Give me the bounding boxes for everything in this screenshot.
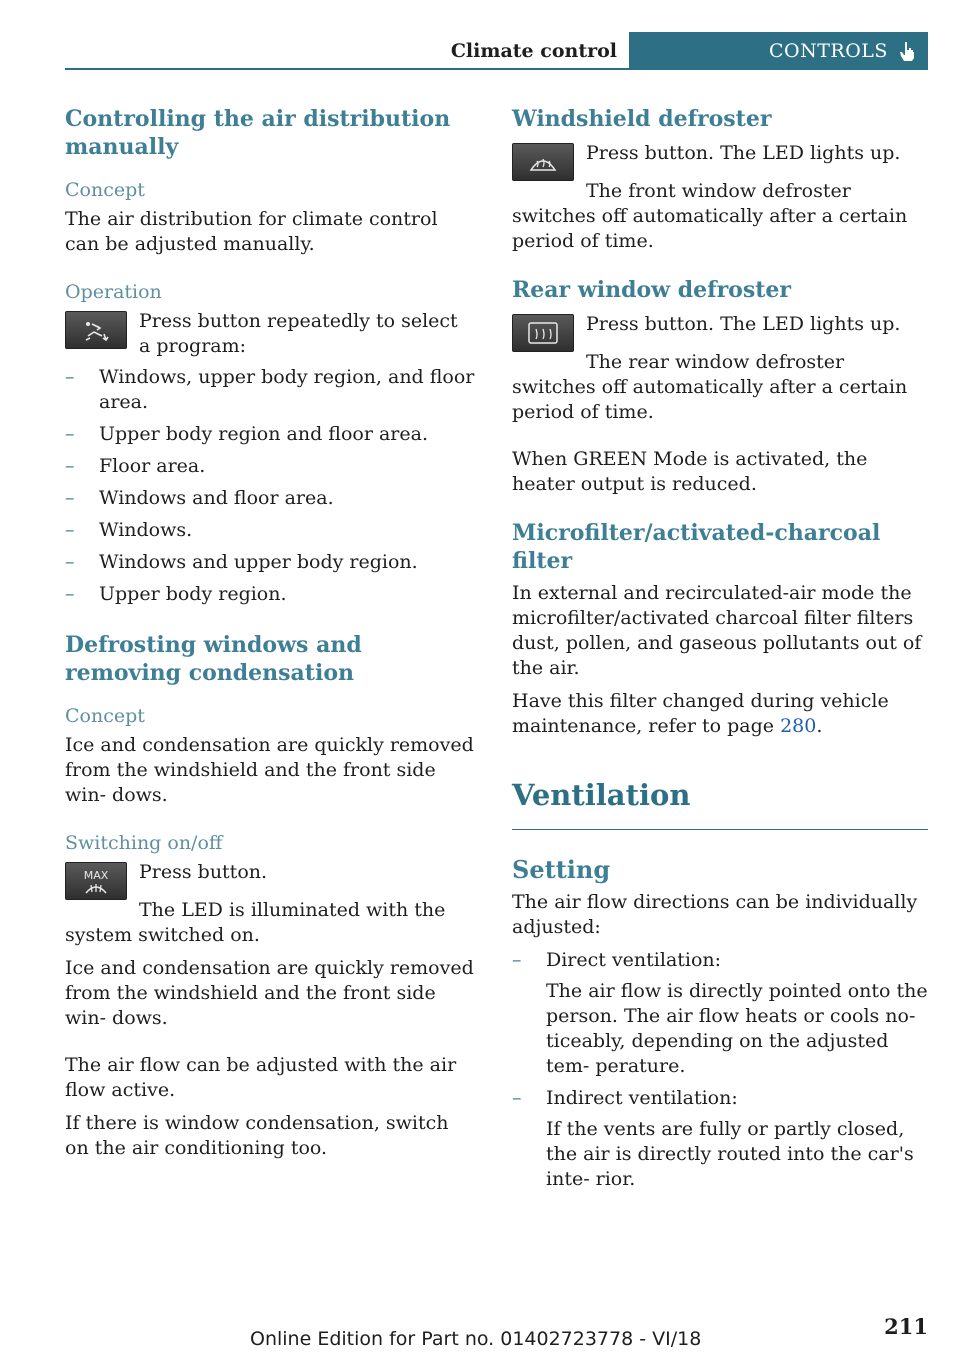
green-mode-text: When GREEN Mode is activated, the heater output is reduced. <box>512 448 868 495</box>
ventilation-list <box>512 948 928 1192</box>
header-rule <box>65 68 928 70</box>
indirect-ventilation-text: If the vents are fully or partly closed, the air is directly routed into the car's inte‐ rior. <box>546 1118 914 1190</box>
paragraph: If there is window condensation, switch on the air conditioning too. <box>65 1112 449 1159</box>
list-item: – Windows and floor area. <box>65 487 334 509</box>
operation-instruction: Press button repeatedly to select a program: <box>139 310 458 357</box>
windshield-text: The front window defroster switches off automatically after a certain period of time. <box>512 180 908 252</box>
switching-heading: Switching on/off <box>65 832 223 854</box>
windshield-defrost-icon <box>512 143 574 181</box>
page-reference-link[interactable]: 280 <box>780 715 817 737</box>
concept-text: Ice and condensation are quickly removed from the windshield and the front side win‐ dows. <box>65 734 474 806</box>
max-defrost-icon <box>65 862 127 900</box>
section-title-ventilation: Ventilation <box>512 778 691 812</box>
list-item: – Upper body region. <box>65 583 287 605</box>
section-title-air-distribution: Controlling the air distribution manually <box>65 106 451 160</box>
section-title-windshield-defroster: Windshield defroster <box>512 106 772 132</box>
rear-window-defrost-icon <box>512 314 574 352</box>
concept-heading: Concept <box>65 705 145 727</box>
air-distribution-icon <box>65 311 127 349</box>
max-defrost-button-row <box>65 860 475 904</box>
page-number: 211 <box>884 1314 928 1339</box>
svg-text:MAX: MAX <box>83 869 109 882</box>
right-column <box>512 105 928 1202</box>
left-column <box>65 105 475 1169</box>
setting-text: The air flow directions can be individually adjusted: <box>512 891 918 938</box>
windshield-defrost-button-row <box>512 141 928 185</box>
header-section-label: CONTROLS <box>769 40 888 62</box>
footer-edition: Online Edition for Part no. 01402723778 - VI/18 <box>250 1328 702 1350</box>
list-item: – Windows, upper body region, and floor area. <box>65 366 475 413</box>
paragraph: Ice and condensation are quickly removed from the windshield and the front side win‐ dows. <box>65 957 474 1029</box>
section-rule <box>512 829 928 830</box>
operation-heading: Operation <box>65 281 162 303</box>
list-item: – Direct ventilation: The air flow is directly pointed onto the person. The air flow heats or cools no‐ ticeably, depending on the adjusted tem‐ perature. <box>512 949 928 1077</box>
header-chapter-title: Climate control <box>450 40 617 62</box>
rear-window-text: The rear window defroster switches off automatically after a certain period of time. <box>512 351 908 423</box>
press-instruction: Press button. The LED lights up. <box>586 313 901 335</box>
subsection-title-setting: Setting <box>512 855 611 884</box>
rear-window-defrost-button-row <box>512 312 928 356</box>
air-distribution-button-row <box>65 309 475 359</box>
microfilter-maintenance-text: Have this filter changed during vehicle maintenance, refer to page 280. <box>512 690 889 737</box>
press-instruction: Press button. The LED lights up. <box>586 142 901 164</box>
hand-pointer-icon <box>896 40 918 62</box>
list-item: – Floor area. <box>65 455 206 477</box>
list-item: – Windows and upper body region. <box>65 551 418 573</box>
press-instruction: Press button. <box>139 861 268 883</box>
air-distribution-program-list <box>65 365 475 607</box>
paragraph: The air flow can be adjusted with the air flow active. <box>65 1054 457 1101</box>
page-header <box>65 32 928 70</box>
concept-text: The air distribution for climate control can be adjusted manually. <box>65 208 438 255</box>
microfilter-text: In external and recirculated-air mode the microfilter/activated charcoal filter filters dust, pollen, and gaseous pollutants out of the air. <box>512 582 922 679</box>
list-item: – Upper body region and floor area. <box>65 423 428 445</box>
header-section-tab <box>629 32 928 70</box>
led-text: The LED is illuminated with the system switched on. <box>65 899 446 946</box>
section-title-microfilter: Microfilter/activated-charcoal filter <box>512 520 881 574</box>
section-title-rear-window-defroster: Rear window defroster <box>512 277 791 303</box>
list-item: – Windows. <box>65 519 193 541</box>
list-item: – Indirect ventilation: If the vents are fully or partly closed, the air is directly routed into the car's inte‐ rior. <box>512 1086 928 1192</box>
concept-heading: Concept <box>65 179 145 201</box>
direct-ventilation-text: The air flow is directly pointed onto the person. The air flow heats or cools no‐ ticeably, depending on the adjusted tem‐ perature. <box>546 980 928 1077</box>
section-title-defrosting: Defrosting windows and removing condensation <box>65 632 362 686</box>
